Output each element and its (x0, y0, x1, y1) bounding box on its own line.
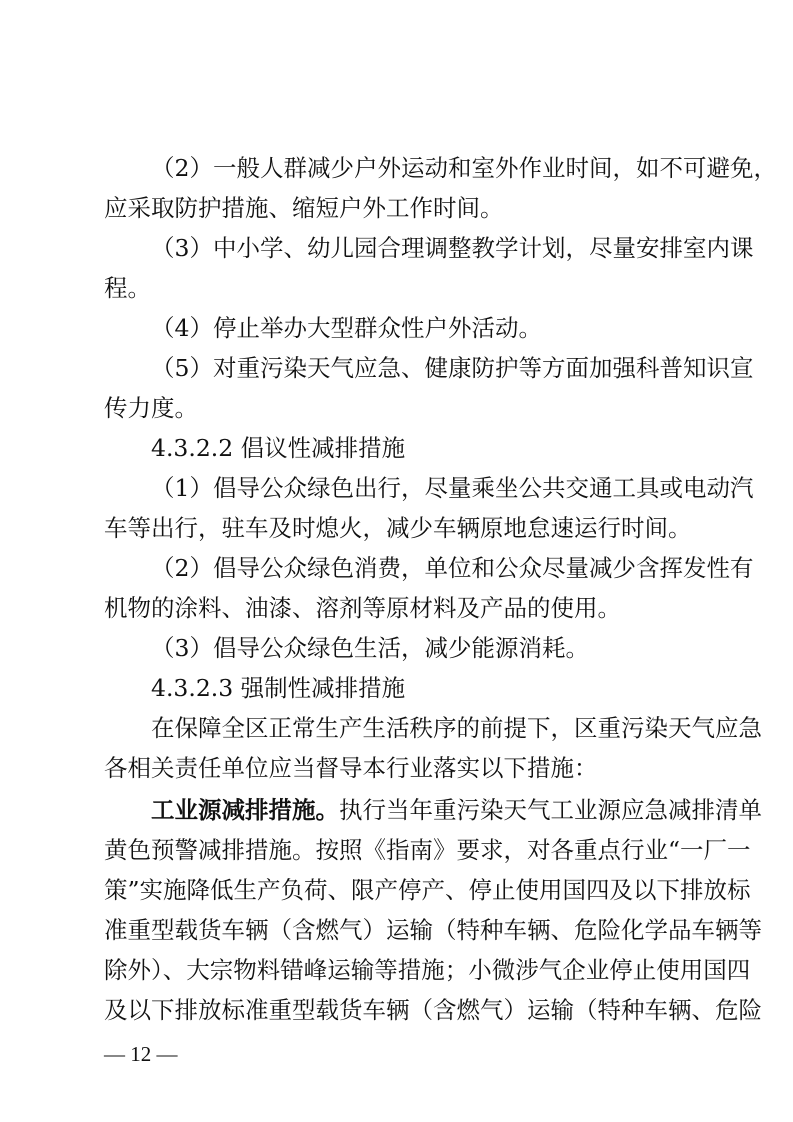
text-line: 4.3.2.2 倡议性减排措施 (151, 434, 406, 462)
text-line: 黄色预警减排措施。按照《指南》要求，对各重点行业“一厂一 (104, 836, 751, 864)
text-line: （3）倡导公众绿色生活，减少能源消耗。 (151, 634, 589, 662)
text-line: 传力度。 (104, 394, 198, 422)
text-line: 策”实施降低生产负荷、限产停产、停止使用国四及以下排放标 (104, 876, 751, 904)
text-line: （3）中小学、幼儿园合理调整教学计划，尽量安排室内课 (151, 234, 754, 262)
text-line: 4.3.2.3 强制性减排措施 (151, 674, 406, 702)
text-line: 应采取防护措施、缩短户外工作时间。 (104, 194, 504, 222)
text-line: 在保障全区正常生产生活秩序的前提下，区重污染天气应急 (151, 714, 762, 742)
bold-heading: 工业源减排措施。 (151, 796, 339, 824)
page-number: — 12 — (104, 1042, 178, 1066)
text-line: （4）停止举办大型群众性户外活动。 (151, 314, 542, 342)
line-text: 执行当年重污染天气工业源应急减排清单 (339, 796, 762, 824)
text-line: 除外）、大宗物料错峰运输等措施；小微涉气企业停止使用国四 (104, 956, 751, 984)
text-line: 各相关责任单位应当督导本行业落实以下措施： (104, 754, 598, 782)
text-line: （1）倡导公众绿色出行，尽量乘坐公共交通工具或电动汽 (151, 474, 754, 502)
text-line: 准重型载货车辆（含燃气）运输（特种车辆、危险化学品车辆等 (104, 916, 762, 944)
text-line: 车等出行，驻车及时熄火，减少车辆原地怠速运行时间。 (104, 514, 692, 542)
text-line (151, 790, 762, 830)
text-line: 机物的涂料、油漆、溶剂等原材料及产品的使用。 (104, 594, 621, 622)
text-line: （2）一般人群减少户外运动和室外作业时间，如不可避免， (151, 154, 777, 182)
text-line: 程。 (104, 274, 151, 302)
text-line: 及以下排放标准重型载货车辆（含燃气）运输（特种车辆、危险 (104, 996, 762, 1024)
text-line: （5）对重污染天气应急、健康防护等方面加强科普知识宣 (151, 354, 754, 382)
text-line: （2）倡导公众绿色消费，单位和公众尽量减少含挥发性有 (151, 554, 754, 582)
